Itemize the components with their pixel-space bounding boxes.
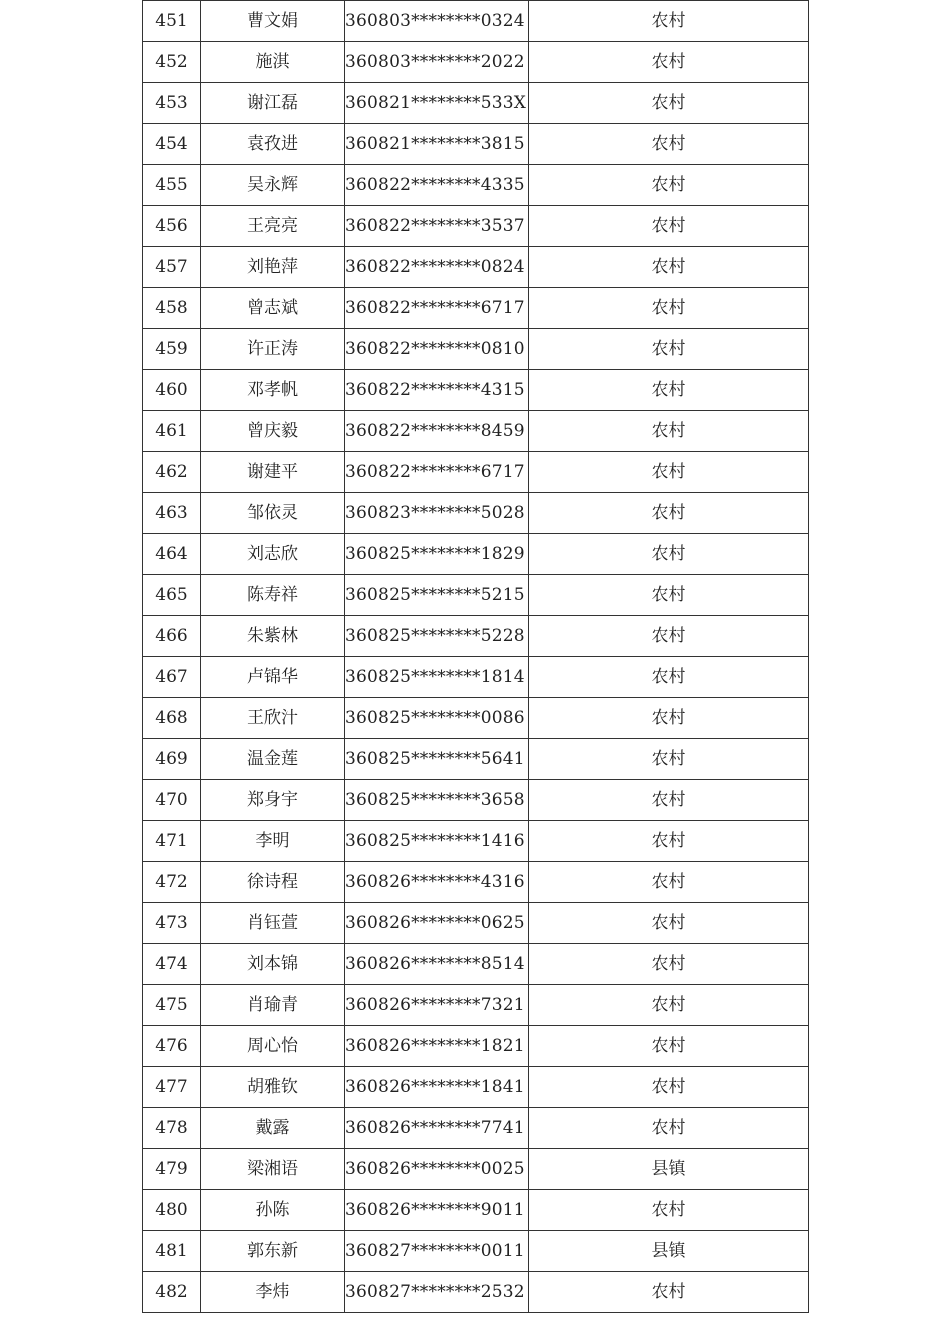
name-cell: 刘本锦 <box>201 944 345 985</box>
id-number-cell: 360826********7321 <box>345 985 529 1026</box>
row-number-cell: 468 <box>143 698 201 739</box>
name-cell: 王亮亮 <box>201 206 345 247</box>
household-type-cell: 农村 <box>529 247 809 288</box>
household-type-cell: 农村 <box>529 1272 809 1313</box>
household-type-cell: 农村 <box>529 1 809 42</box>
id-number-cell: 360825********1814 <box>345 657 529 698</box>
household-type-cell: 农村 <box>529 944 809 985</box>
row-number-cell: 476 <box>143 1026 201 1067</box>
name-cell: 郭东新 <box>201 1231 345 1272</box>
id-number-cell: 360826********0625 <box>345 903 529 944</box>
id-number-cell: 360825********5215 <box>345 575 529 616</box>
row-number-cell: 478 <box>143 1108 201 1149</box>
name-cell: 刘志欣 <box>201 534 345 575</box>
household-type-cell: 农村 <box>529 985 809 1026</box>
table-row <box>143 42 809 83</box>
id-number-cell: 360822********0810 <box>345 329 529 370</box>
name-cell: 施淇 <box>201 42 345 83</box>
household-type-cell: 农村 <box>529 821 809 862</box>
id-number-cell: 360821********533X <box>345 83 529 124</box>
id-number-cell: 360822********4335 <box>345 165 529 206</box>
id-number-cell: 360822********3537 <box>345 206 529 247</box>
name-cell: 温金莲 <box>201 739 345 780</box>
id-number-cell: 360803********0324 <box>345 1 529 42</box>
name-cell: 郑身宇 <box>201 780 345 821</box>
name-cell: 李炜 <box>201 1272 345 1313</box>
row-number-cell: 452 <box>143 42 201 83</box>
id-number-cell: 360826********4316 <box>345 862 529 903</box>
name-cell: 邹依灵 <box>201 493 345 534</box>
household-type-cell: 农村 <box>529 370 809 411</box>
table-row <box>143 165 809 206</box>
row-number-cell: 481 <box>143 1231 201 1272</box>
household-type-cell: 农村 <box>529 493 809 534</box>
table-row <box>143 83 809 124</box>
row-number-cell: 462 <box>143 452 201 493</box>
name-cell: 李明 <box>201 821 345 862</box>
household-type-cell: 农村 <box>529 288 809 329</box>
row-number-cell: 470 <box>143 780 201 821</box>
name-cell: 吴永辉 <box>201 165 345 206</box>
household-type-cell: 县镇 <box>529 1149 809 1190</box>
table-row <box>143 985 809 1026</box>
name-cell: 袁孜进 <box>201 124 345 165</box>
row-number-cell: 474 <box>143 944 201 985</box>
household-type-cell: 农村 <box>529 698 809 739</box>
household-type-cell: 农村 <box>529 780 809 821</box>
household-type-cell: 农村 <box>529 1026 809 1067</box>
table-row <box>143 124 809 165</box>
table-row <box>143 1108 809 1149</box>
id-number-cell: 360825********0086 <box>345 698 529 739</box>
row-number-cell: 463 <box>143 493 201 534</box>
id-number-cell: 360827********0011 <box>345 1231 529 1272</box>
id-number-cell: 360826********1821 <box>345 1026 529 1067</box>
id-number-cell: 360825********3658 <box>345 780 529 821</box>
household-type-cell: 农村 <box>529 1067 809 1108</box>
table-row <box>143 1067 809 1108</box>
household-type-cell: 农村 <box>529 329 809 370</box>
table-row <box>143 370 809 411</box>
household-type-cell: 农村 <box>529 1108 809 1149</box>
row-number-cell: 480 <box>143 1190 201 1231</box>
row-number-cell: 454 <box>143 124 201 165</box>
name-cell: 周心怡 <box>201 1026 345 1067</box>
id-number-cell: 360826********9011 <box>345 1190 529 1231</box>
row-number-cell: 458 <box>143 288 201 329</box>
name-cell: 戴露 <box>201 1108 345 1149</box>
table-row <box>143 616 809 657</box>
household-type-cell: 农村 <box>529 534 809 575</box>
table-row <box>143 1 809 42</box>
household-type-cell: 农村 <box>529 739 809 780</box>
id-number-cell: 360803********2022 <box>345 42 529 83</box>
id-number-cell: 360826********8514 <box>345 944 529 985</box>
table-row <box>143 247 809 288</box>
name-cell: 卢锦华 <box>201 657 345 698</box>
id-number-cell: 360822********6717 <box>345 452 529 493</box>
name-cell: 刘艳萍 <box>201 247 345 288</box>
table-row <box>143 206 809 247</box>
table-row <box>143 329 809 370</box>
row-number-cell: 466 <box>143 616 201 657</box>
row-number-cell: 459 <box>143 329 201 370</box>
table-row <box>143 821 809 862</box>
name-cell: 曹文娟 <box>201 1 345 42</box>
row-number-cell: 482 <box>143 1272 201 1313</box>
table-row <box>143 739 809 780</box>
id-number-cell: 360822********0824 <box>345 247 529 288</box>
table-row <box>143 903 809 944</box>
household-type-cell: 农村 <box>529 862 809 903</box>
name-cell: 胡雅钦 <box>201 1067 345 1108</box>
id-number-cell: 360826********1841 <box>345 1067 529 1108</box>
name-cell: 邓孝帆 <box>201 370 345 411</box>
id-number-cell: 360822********8459 <box>345 411 529 452</box>
row-number-cell: 455 <box>143 165 201 206</box>
table-row <box>143 1231 809 1272</box>
id-number-cell: 360825********5641 <box>345 739 529 780</box>
household-type-cell: 农村 <box>529 452 809 493</box>
household-type-cell: 农村 <box>529 83 809 124</box>
row-number-cell: 469 <box>143 739 201 780</box>
row-number-cell: 467 <box>143 657 201 698</box>
name-cell: 谢建平 <box>201 452 345 493</box>
id-number-cell: 360825********1416 <box>345 821 529 862</box>
table-row <box>143 493 809 534</box>
name-cell: 曾庆毅 <box>201 411 345 452</box>
household-type-cell: 农村 <box>529 165 809 206</box>
name-cell: 朱紫林 <box>201 616 345 657</box>
table-row <box>143 1149 809 1190</box>
id-number-cell: 360821********3815 <box>345 124 529 165</box>
row-number-cell: 456 <box>143 206 201 247</box>
table-row <box>143 657 809 698</box>
row-number-cell: 457 <box>143 247 201 288</box>
household-type-cell: 农村 <box>529 42 809 83</box>
id-number-cell: 360823********5028 <box>345 493 529 534</box>
id-number-cell: 360822********4315 <box>345 370 529 411</box>
table-row <box>143 288 809 329</box>
row-number-cell: 477 <box>143 1067 201 1108</box>
name-cell: 曾志斌 <box>201 288 345 329</box>
id-number-cell: 360826********7741 <box>345 1108 529 1149</box>
household-type-cell: 农村 <box>529 124 809 165</box>
row-number-cell: 460 <box>143 370 201 411</box>
row-number-cell: 451 <box>143 1 201 42</box>
id-number-cell: 360825********1829 <box>345 534 529 575</box>
household-type-cell: 农村 <box>529 657 809 698</box>
id-number-cell: 360825********5228 <box>345 616 529 657</box>
table-row <box>143 452 809 493</box>
roster-table <box>142 0 809 1313</box>
table-row <box>143 575 809 616</box>
name-cell: 梁湘语 <box>201 1149 345 1190</box>
row-number-cell: 479 <box>143 1149 201 1190</box>
row-number-cell: 471 <box>143 821 201 862</box>
id-number-cell: 360822********6717 <box>345 288 529 329</box>
household-type-cell: 农村 <box>529 411 809 452</box>
name-cell: 肖钰萱 <box>201 903 345 944</box>
name-cell: 谢江磊 <box>201 83 345 124</box>
table-row <box>143 698 809 739</box>
row-number-cell: 453 <box>143 83 201 124</box>
table-row <box>143 411 809 452</box>
table-row <box>143 534 809 575</box>
row-number-cell: 464 <box>143 534 201 575</box>
household-type-cell: 农村 <box>529 903 809 944</box>
household-type-cell: 县镇 <box>529 1231 809 1272</box>
row-number-cell: 461 <box>143 411 201 452</box>
id-number-cell: 360826********0025 <box>345 1149 529 1190</box>
name-cell: 肖瑜青 <box>201 985 345 1026</box>
row-number-cell: 465 <box>143 575 201 616</box>
household-type-cell: 农村 <box>529 206 809 247</box>
table-row <box>143 1026 809 1067</box>
row-number-cell: 472 <box>143 862 201 903</box>
name-cell: 许正涛 <box>201 329 345 370</box>
name-cell: 徐诗程 <box>201 862 345 903</box>
table-row <box>143 780 809 821</box>
table-row <box>143 1190 809 1231</box>
table-row <box>143 1272 809 1313</box>
household-type-cell: 农村 <box>529 616 809 657</box>
name-cell: 陈寿祥 <box>201 575 345 616</box>
roster-table-body <box>143 1 809 1313</box>
name-cell: 王欣汁 <box>201 698 345 739</box>
name-cell: 孙陈 <box>201 1190 345 1231</box>
table-row <box>143 862 809 903</box>
household-type-cell: 农村 <box>529 575 809 616</box>
row-number-cell: 473 <box>143 903 201 944</box>
row-number-cell: 475 <box>143 985 201 1026</box>
id-number-cell: 360827********2532 <box>345 1272 529 1313</box>
household-type-cell: 农村 <box>529 1190 809 1231</box>
table-row <box>143 944 809 985</box>
